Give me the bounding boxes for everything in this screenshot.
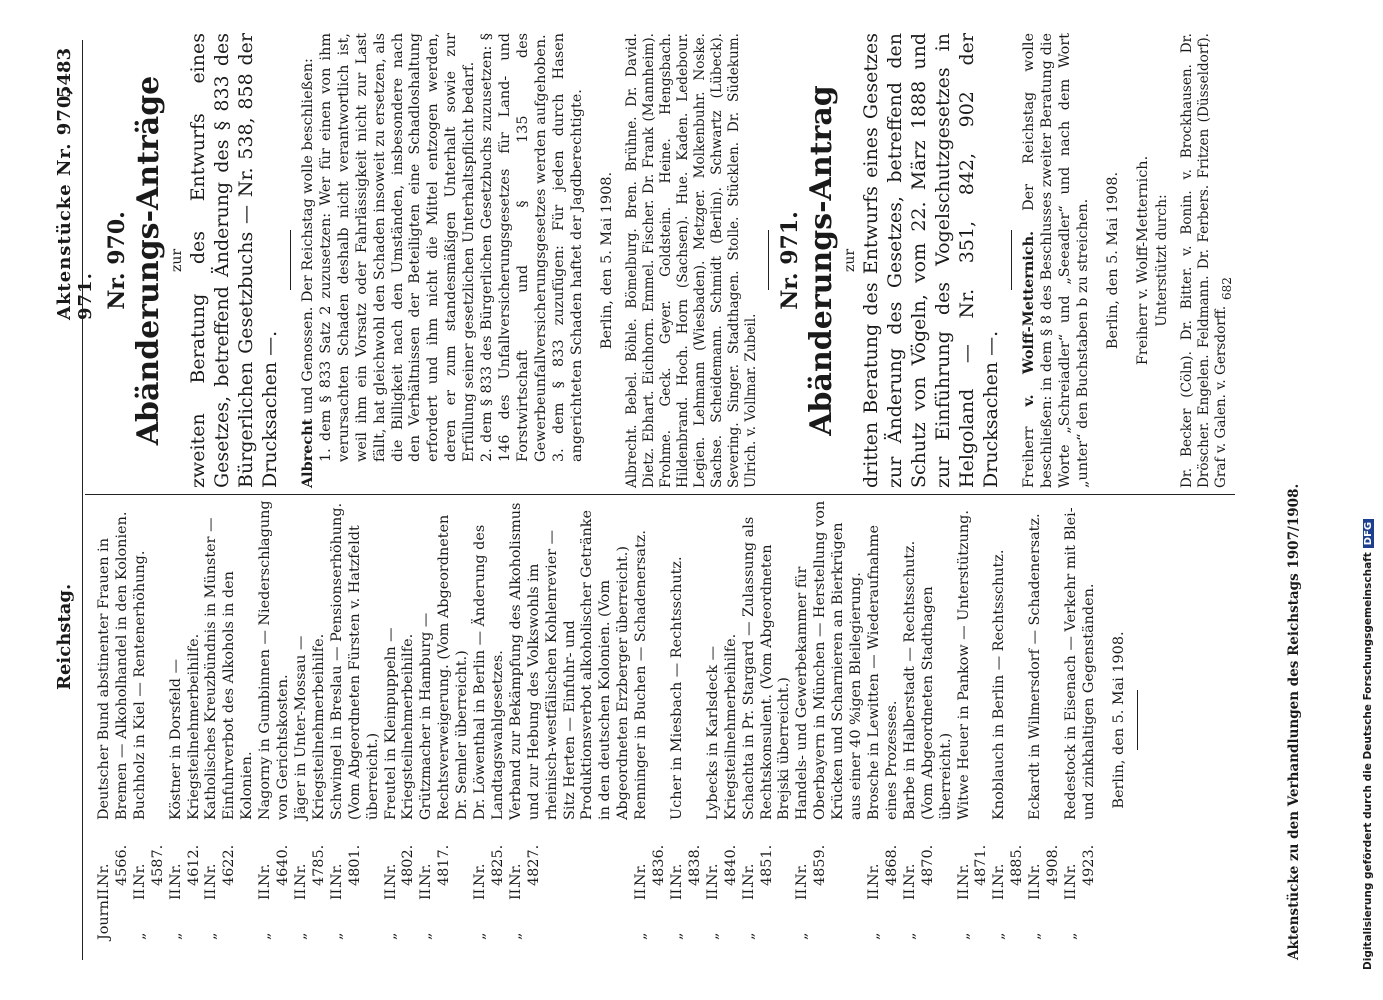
page-number-top: 5483 [54,47,75,98]
petition-number: Nr. 4871. [955,844,990,886]
antraege-column [96,33,1230,488]
rule-971b [1011,231,1012,291]
petition-text: Verband zur Bekämpfung des Alkoholismus und zur Hebung des Volkswohls im rheinisch-westfälischen Kohlenrevier — Sitz Herten — Einfuhr- und Produktionsverbot alkoholischer Getränke in den deutschen Kolonien. (Vom Abgeordneten Erzberger überreicht.) [507,502,632,820]
petition-text: Freutel in Kleinpuppeln — Kriegsteilnehmerbeihilfe. [382,627,417,820]
petition-text: Lybecks in Karlsdeck — Kriegsteilnehmerbeihilfe. [704,633,739,820]
petition-row [418,500,472,940]
journal-mark: „ [955,932,972,940]
petition-number: Nr. 4836. [633,844,668,886]
header-center: Aktenstücke Nr. 970, 971. [54,87,96,320]
petition-text: Deutscher Bund abstinenter Frauen in Bremen — Alkoholhandel in den Kolonien. [96,511,130,820]
petition-row [1027,500,1063,940]
petition-row [383,500,419,940]
motion-970-1: 1. dem § 833 Satz 2 zuzusetzen: Wer für einen von ihm verursachten Schaden deshalb nicht verantwortlich ist, weil ihm ein Vorsatz oder Fahrlässigkeit nicht zur Last fällt, hat gleichwohl den Schaden insoweit zu ersetzen, als die Billigkeit nach den Umständen, insbesondere nach den Verhältnissen der Beteiligten eine Schadloshaltung erfordert und ihm nicht die Mittel entzogen werden, deren er zum standesmäßigen Unterhalt sowie zur Erfüllung seiner gesetzlichen Unterhaltspflicht bedarf. [317,33,478,462]
zur-970: zur [169,248,185,273]
page-number-bottom: 682 [1220,277,1234,300]
left-date: Berlin, den 5. Mai 1908. [1110,631,1127,809]
petition-row [705,500,741,940]
journal-mark: „ [507,932,524,940]
petition-text: Redestock in Eisenach — Verkehr mit Blei- und zinkhaltigen Gegenständen. [1062,507,1097,820]
journal-mark: „ [472,932,489,940]
intro-970 [299,33,318,488]
journal-mark: „ [1027,932,1044,940]
petition-row [902,500,956,940]
section: II. [633,884,650,900]
section: II. [955,884,972,900]
section: II. [740,884,757,900]
journal-mark: „ [382,932,399,940]
journal-mark: „ [704,932,721,940]
section: II. [1062,884,1079,900]
petition-row [866,500,902,940]
journal-mark: „ [991,932,1008,940]
journal-mark: „ [633,932,650,940]
petition-number: Nr. 4640. [257,844,292,886]
journal-mark: „ [669,932,685,940]
petition-text: Dr. Löwenthal in Berlin — Änderung des Landtagswahlgesetzes. [472,524,506,820]
petition-number: Nr. 4908. [1027,844,1062,886]
journal-mark: „ [203,932,220,940]
section: II. [257,884,274,900]
petition-number: Nr. 4838. [669,844,703,886]
petition-number: Nr. 4885. [991,844,1026,886]
journal-mark: „ [418,932,435,940]
petition-row [257,500,293,940]
signers-970: Albrecht. Bebel. Böhle. Bömelburg. Bren. Brühne. Dr. David. Dietz. Ebhart. Eichhorn. Emmel. Fischer. Dr. Frank (Mannheim). Frohme. Geck. Geyer. Goldstein. Heine. Hengsbach. Hildenbrand. Hoch. Horn (Sachsen). Hue. Kaden. Ledebour. Legien. Lehmann (Wiesbaden). Metzger. Molkenbuhr. Noske. Sachse. Scheidemann. Schmidt (Berlin). Schwartz (Lübeck). Severing. Singer. Stadthagen. Stolle. Stücklen. Dr. Südekum. Ulrich. v. Vollmar. Zubeil. [624,33,760,488]
section: II. [292,884,309,900]
section: II. [991,884,1008,900]
petition-text: Grützmacher in Hamburg — Rechtsverweigerung. (Vom Abgeordneten Dr. Semler überreicht.) [418,514,471,820]
date-970: Berlin, den 5. Mai 1908. [598,171,615,350]
section: II. [794,884,811,900]
side-note [1362,519,1374,970]
section: II. [418,884,435,900]
title-970: Abänderungs-Anträge [131,75,166,446]
petition-number: Nr. 4870. [901,844,936,886]
petition-row [669,500,705,940]
petition-text: Buchholz in Kiel — Rentenerhöhung. [131,550,148,820]
petition-row [508,500,633,940]
support-971: Unterstützt durch: [1153,194,1170,327]
section: II. [1027,884,1044,900]
petition-number: Nr. 4612. [167,844,202,886]
petition-number: Nr. 4801. [328,844,363,886]
nr-971: Nr. 971. [777,211,804,310]
motion-970-2: 2. dem § 833 des Bürgerlichen Gesetzbuchs zuzusetzen: § 146 des Unfallversicherungsgesetzes für Land- und Forstwirtschaft und § 135 des Gewerbeunfallversicherungsgesetzes werden aufgehoben. [479,33,549,462]
petition-text: Ucher in Miesbach — Rechtsschutz. [669,556,685,820]
journal-mark: „ [167,932,184,940]
petition-number: Nr. 4566. [96,844,130,886]
column-divider [85,494,1235,495]
petition-row [168,500,204,940]
petition-row [991,500,1027,940]
date-971: Berlin, den 5. Mai 1908. [1105,171,1122,350]
section: II. [704,884,721,900]
section: II. [669,884,685,900]
petition-number: Nr. 4587. [131,844,166,886]
journal-mark: „ [257,932,274,940]
petition-text: Handels- und Gewerbekammer für Oberbayern in München — Herstellung von Krücken und Scharnieren an Bierkrügen aus einer 40 %igen Bleilegierung. [794,500,865,820]
petition-row [956,500,992,940]
intro-text-970: und Genossen. Der Reichstag wolle beschließen: [300,58,316,419]
petition-number: Nr. 4622. [203,844,238,886]
section: II. [203,884,220,900]
rule-970 [290,231,291,291]
header-left: Reichstag. [54,583,75,690]
petition-text: Nagorny in Gumbinnen — Niederschlagung von Gerichtskosten. [257,500,292,820]
rule-971a [768,231,769,291]
section: II. [328,884,345,900]
petition-row [203,500,257,940]
journal-mark: „ [901,932,918,940]
petition-row [293,500,329,940]
petition-number: Nr. 4817. [418,844,453,886]
section: II. [382,884,399,900]
journal-mark: „ [740,932,757,940]
petition-number: Nr. 4923. [1062,844,1097,886]
petition-text: Witwe Heuer in Pankow — Unterstützung. [955,510,972,820]
intro-text-971: Der Reichstag wolle beschließen: in dem § 8 des Beschlusses zweiter Beratung die Worte „Schreiadler“ und „Seeadler“ und nach dem Wort „unter“ den Buchstaben b zu streichen. [1021,33,1092,488]
petition-number: Nr. 4825. [472,844,506,886]
section: II. [865,884,882,900]
petition-rows [96,500,1099,940]
subject-970: zweiten Beratung des Entwurfs eines Gesetzes, betreffend Änderung des § 833 des Bürgerlichen Gesetzbuchs — Nr. 538, 858 der Drucksachen —. [187,33,281,488]
petition-number: Nr. 4802. [382,844,417,886]
petition-row [633,500,669,940]
section: II. [167,884,184,900]
zur-971: zur [842,248,859,273]
intro-971 [1020,33,1093,488]
petition-number: Nr. 4868. [865,844,900,886]
title-971: Abänderungs-Antrag [804,85,840,436]
section: II. [472,884,489,900]
intro-pre-971: Freiherr [1021,406,1038,488]
petition-list [96,500,1146,940]
nr-970: Nr. 970. [104,211,130,310]
journal-mark: Journ. [96,895,112,940]
footer: Aktenstücke zu den Verhandlungen des Reichstags 1907/1908. [1286,483,1302,960]
petition-number: Nr. 4851. [740,844,775,886]
petition-row [741,500,795,940]
journal-mark: „ [794,932,811,940]
petition-text: Jäger in Unter-Mossau — Kriegsteilnehmerbeihilfe. [292,633,327,820]
mover-970: Albrecht [299,418,316,488]
side-note-text: Digitalisierung gefördert durch die Deutsche Forschungsgemeinschaft [1362,552,1374,970]
header-rule [82,40,83,960]
section: II. [96,884,112,900]
petition-number: Nr. 4859. [794,844,829,886]
journal-mark: „ [131,932,148,940]
petition-text: Barbe in Halberstadt — Rechtsschutz. (Vom Abgeordneten Stadthagen überreicht.) [901,540,954,820]
short-rule [1137,690,1138,750]
journal-mark: „ [865,932,882,940]
petition-text: Katholisches Kreuzbündnis in Münster — Einfuhrverbot des Alkohols in den Kolonien. [203,517,256,820]
petition-number: Nr. 4827. [507,844,542,886]
mover-971: v. Wolff-Metternich. [1020,230,1038,407]
petition-text: Schachta in Pr. Stargard — Zulassung als Rechtskonsulent. (Vom Abgeordneten Brejski überreicht.) [740,516,793,820]
journal-mark: „ [1062,932,1079,940]
motion-970-3: 3. dem § 833 zuzufügen: Für jeden durch Hasen angerichteten Schaden haftet der Jagdberechtigte. [550,33,585,462]
petition-text: Knoblauch in Berlin — Rechtsschutz. [991,549,1008,820]
supporters-971: Dr. Becker (Cöln). Dr. Bitter. v. Bonin. v. Brockhausen. Dr. Dröscher. Engelen. Feldmann. Dr. Ferbers. Fritzen (Düsseldorf). Graf v. Galen. v. Gersdorff. [1178,33,1229,488]
petition-row [329,500,383,940]
journal-mark: „ [328,932,345,940]
dfg-logo: DFG [1363,519,1374,548]
petition-number: Nr. 4785. [292,844,327,886]
petition-row [794,500,866,940]
petition-row [1063,500,1099,940]
page-header [54,47,96,960]
section: II. [131,884,148,900]
petition-row [472,500,508,940]
petition-text: Köstner in Dorsfeld — Kriegsteilnehmerbeihilfe. [167,633,202,820]
petition-text: Renninger in Buchen — Schadenersatz. [633,530,650,820]
signer-971: Freiherr v. Wolff-Metternich. [1134,155,1151,366]
journal-mark: „ [292,932,309,940]
subject-971: dritten Beratung des Entwurfs eines Gesetzes zur Änderung des Gesetzes, betreffend den Schutz von Vögeln, vom 22. März 1888 und zur Einführung des Vogelschutzgesetzes in Helgoland — Nr. 351, 842, 902 der Drucksachen —. [860,33,1003,488]
petition-text: Eckardt in Wilmersdorf — Schadenersatz. [1027,513,1044,820]
section: II. [901,884,918,900]
petition-row [132,500,168,940]
petition-number: Nr. 4840. [704,844,739,886]
petition-text: Brosche in Lewitten — Wiederaufnahme eines Prozesses. [865,525,900,820]
petition-row [96,500,132,940]
section: II. [507,884,524,900]
petition-text: Schwingel in Breslau — Pensionserhöhung. (Vom Abgeordneten Fürsten v. Hatzfeldt überreicht.) [328,502,381,820]
